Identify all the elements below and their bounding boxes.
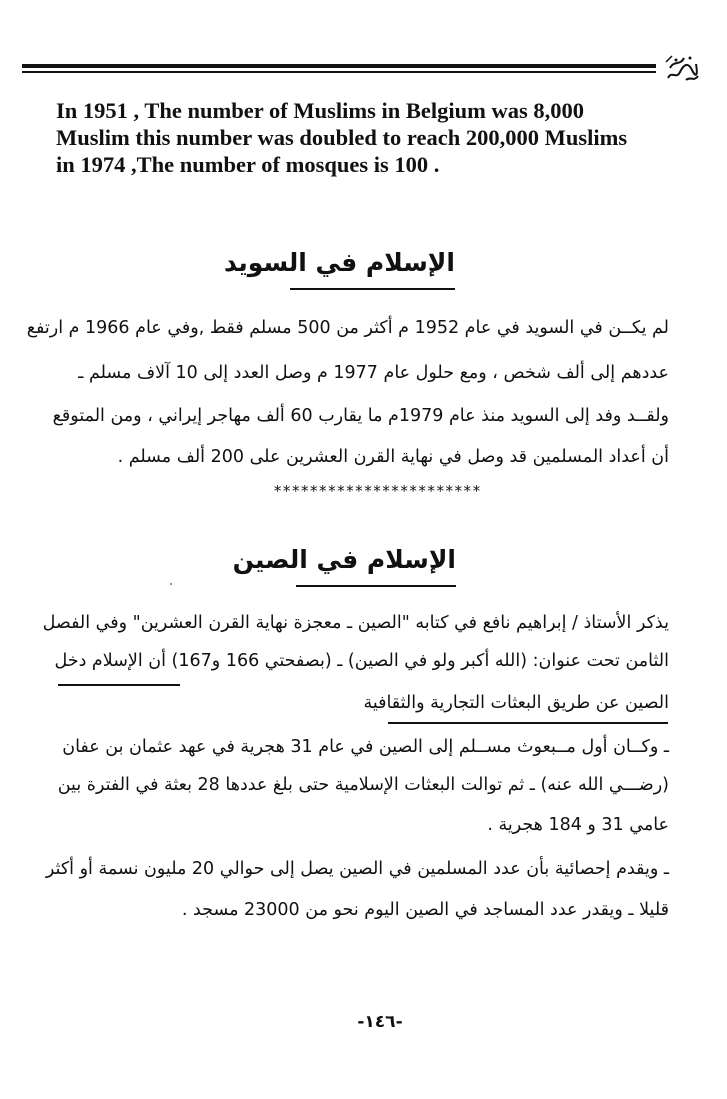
heading-underline — [290, 288, 455, 290]
scan-speck — [170, 583, 172, 585]
heading-islam-in-sweden — [223, 248, 455, 284]
sweden-line: ولقــد وفد إلى السويد منذ عام 1979م ما يقارب 60 ألف مهاجر إيراني ، ومن المتوقع — [52, 406, 669, 426]
heading-underline — [296, 585, 456, 587]
china-line: عامي 31 و 184 هجرية . — [487, 815, 669, 835]
heading-text: الإسلام في السويد — [223, 248, 455, 277]
china-line: قليلا ـ ويقدر عدد المساجد في الصين اليوم نحو من 23000 مسجد . — [181, 900, 669, 920]
heading-text: الإسلام في الصين — [232, 545, 456, 574]
english-line: Muslim this number was doubled to reach 200,000 Muslims — [56, 125, 628, 150]
text-underline — [58, 684, 180, 686]
china-line: ـ وكــان أول مــبعوث مســلم إلى الصين في عام 31 هجرية في عهد عثمان بن عفان — [62, 737, 669, 757]
heading-islam-in-china — [232, 545, 456, 581]
china-line: ـ ويقدم إحصائية بأن عدد المسلمين في الصين يصل إلى حوالي 20 مليون نسمة أو أكثر — [45, 859, 669, 879]
page-number: -١٤٦- — [357, 1012, 403, 1032]
section-separator: *********************** — [273, 482, 481, 500]
sweden-line: عددهم إلى ألف شخص ، ومع حلول عام 1977 م وصل العدد إلى 10 آلاف مسلم ـ — [78, 363, 669, 383]
english-line: in 1974 ,The number of mosques is 100 . — [56, 152, 440, 177]
english-paragraph — [56, 97, 686, 178]
sweden-line: أن أعداد المسلمين قد وصل في نهاية القرن العشرين على 200 ألف مسلم . — [117, 447, 669, 467]
china-line: (رضـــي الله عنه) ـ ثم توالت البعثات الإسلامية حتى بلغ عددها 28 بعثة في الفترة بين — [57, 775, 669, 795]
header-rule — [22, 64, 656, 74]
english-line: In 1951 , The number of Muslims in Belgium was 8,000 — [56, 98, 584, 123]
china-line: الثامن تحت عنوان: (الله أكبر ولو في الصين) ـ (بصفحتي 166 و167) أن الإسلام دخل — [54, 651, 669, 671]
text-underline — [388, 722, 668, 724]
sweden-line: لم يكــن في السويد في عام 1952 م أكثر من 500 مسلم فقط ,وفي عام 1966 م ارتفع — [26, 318, 669, 338]
salutation-calligraphy-icon — [662, 50, 702, 86]
china-line-underlined: الصين عن طريق البعثات التجارية والثقافية — [363, 693, 669, 713]
china-line: يذكر الأستاذ / إبراهيم نافع في كتابه "الصين ـ معجزة نهاية القرن العشرين" وفي الفصل — [42, 613, 669, 633]
